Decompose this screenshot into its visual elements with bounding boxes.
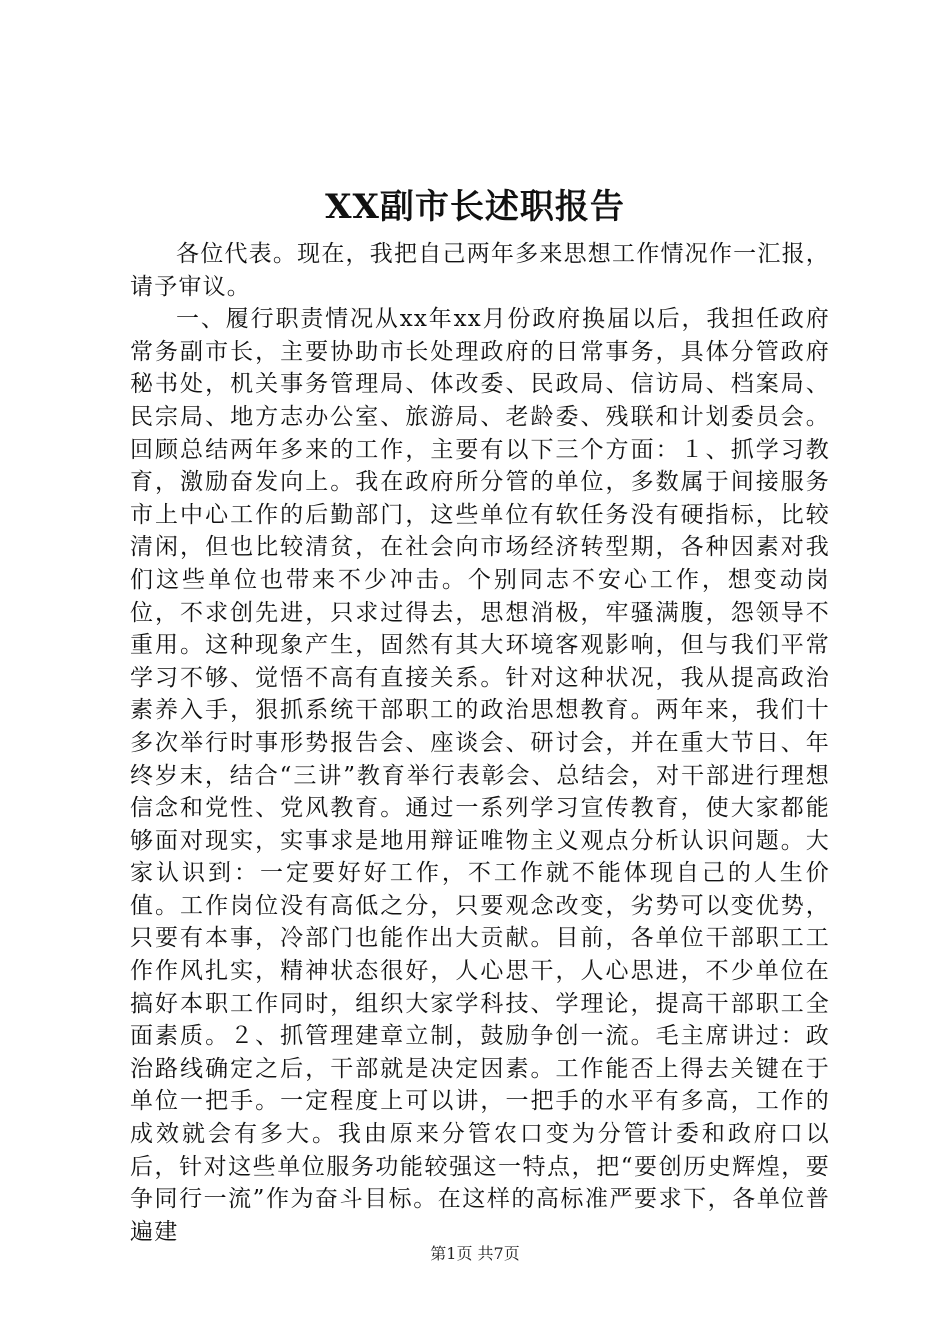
paragraph-greeting: 各位代表。现在，我把自己两年多来思想工作情况作一汇报，请予审议。	[130, 241, 830, 300]
paragraph-duties: 一、履行职责情况从xx年xx月份政府换届以后，我担任政府常务副市长，主要协助市长处理政府的日常事务，具体分管政府秘书处，机关事务管理局、体改委、民政局、信访局、档案局、民宗局、地方志办公室、旅游局、老龄委、残联和计划委员会。回顾总结两年多来的工作，主要有以下三个方面：１、抓学习教育，激励奋发向上。我在政府所分管的单位，多数属于间接服务市上中心工作的后勤部门，这些单位有软任务没有硬指标，比较清闲，但也比较清贫，在社会向市场经济转型期，各种因素对我们这些单位也带来不少冲击。个别同志不安心工作，想变动岗位，不求创先进，只求过得去，思想消极，牢骚满腹，怨领导不重用。这种现象产生，固然有其大环境客观影响，但与我们平常学习不够、觉悟不高有直接关系。针对这种状况，我从提高政治素养入手，狠抓系统干部职工的政治思想教育。两年来，我们十多次举行时事形势报告会、座谈会、研讨会，并在重大节日、年终岁末，结合“三讲”教育举行表彰会、总结会，对干部进行理想信念和党性、党风教育。通过一系列学习宣传教育，使大家都能够面对现实，实事求是地用辩证唯物主义观点分析认识问题。大家认识到：一定要好好工作，不工作就不能体现自己的人生价值。工作岗位没有高低之分，只要观念改变，劣势可以变优势，只要有本事，冷部门也能作出大贡献。目前，各单位干部职工工作作风扎实，精神状态很好，人心思干，人心思进，不少单位在搞好本职工作同时，组织大家学科技、学理论，提高干部职工全面素质。２、抓管理建章立制，鼓励争创一流。毛主席讲过：政治路线确定之后，干部就是决定因素。工作能否上得去关键在于单位一把手。一定程度上可以讲，一把手的水平有多高，工作的成效就会有多大。我由原来分管农口变为分管计委和政府口以后，针对这些单位服务功能较强这一特点，把“要创历史辉煌，要争同行一流”作为奋斗目标。在这样的高标准严要求下，各单位普遍建	[130, 306, 830, 1245]
document-body	[130, 238, 830, 1248]
document-title: XX副市长述职报告	[325, 187, 625, 227]
page-indicator: 第1页 共7页	[430, 1244, 520, 1263]
